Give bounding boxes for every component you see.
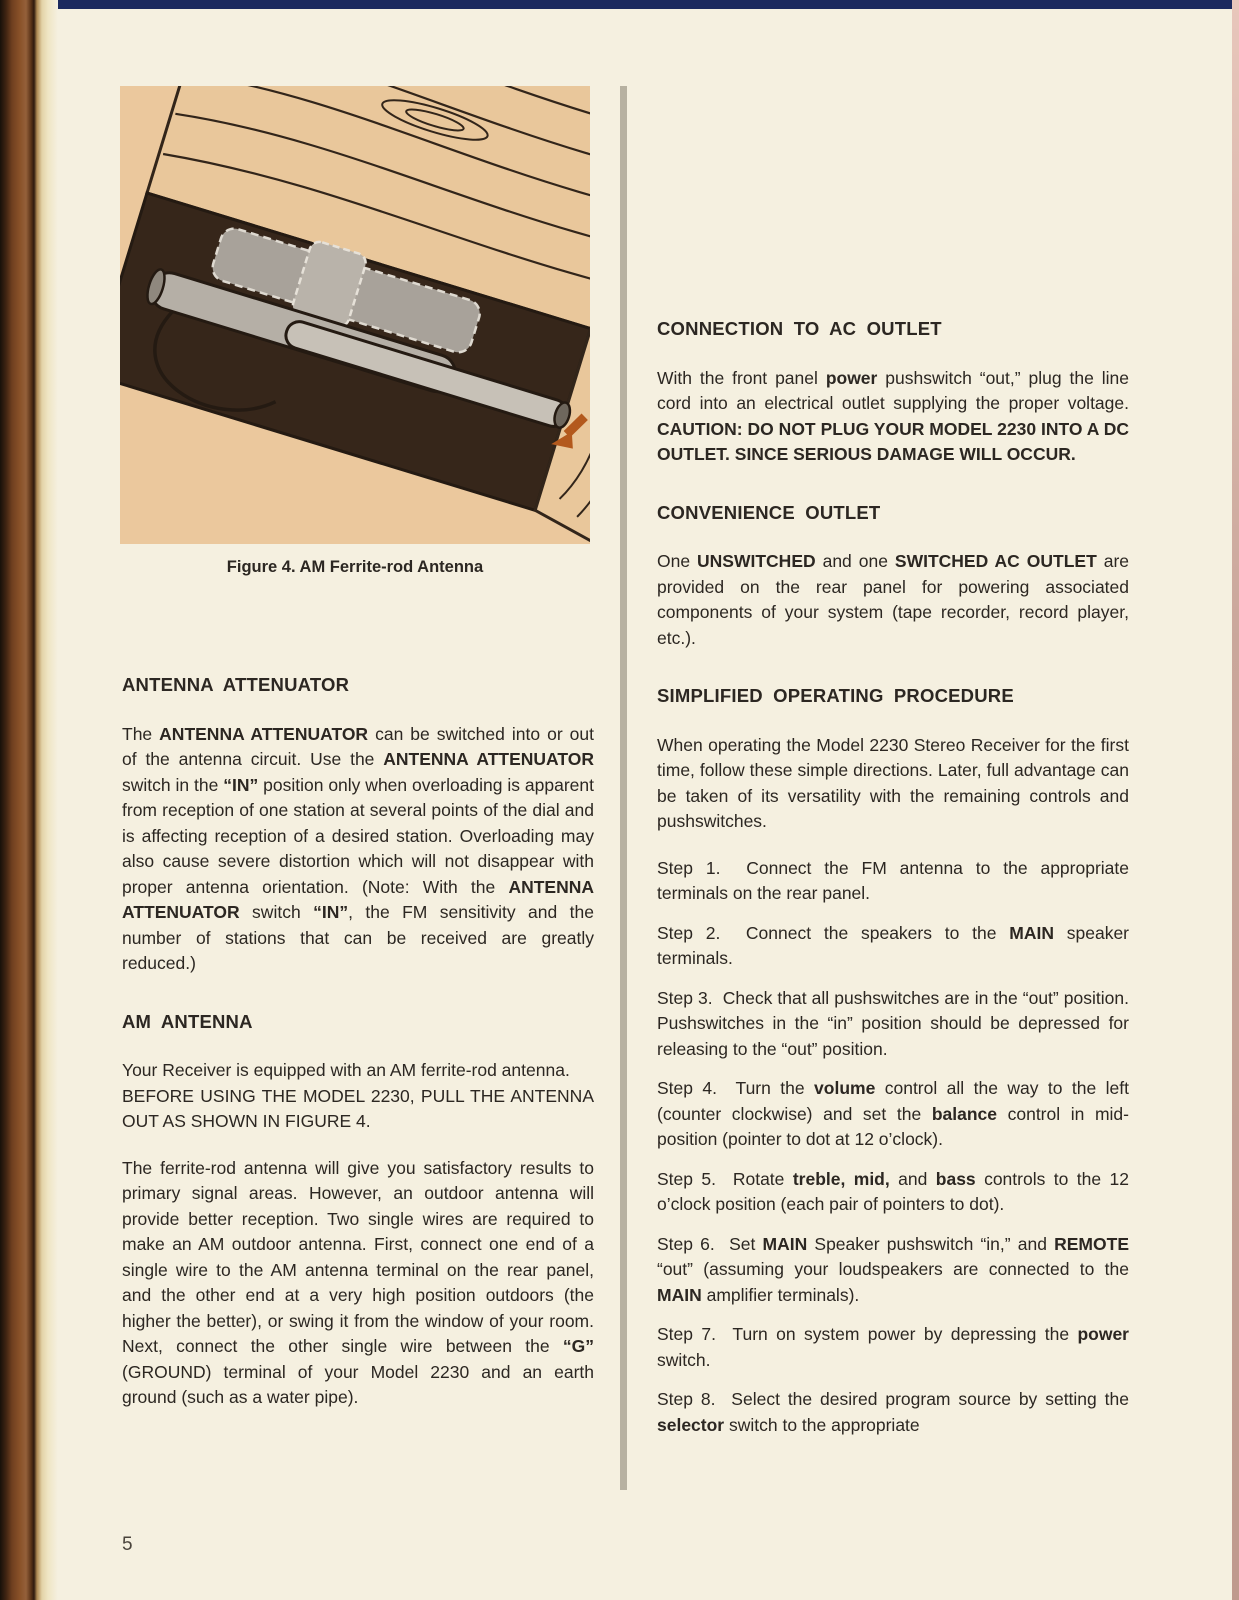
- convenience-outlet-paragraph: One UNSWITCHED and one SWITCHED AC OUTLET are provided on the rear panel for powering associated components of your system (tape recorder, record player, etc.).: [657, 551, 1130, 648]
- am-antenna-paragraph-1: Your Receiver is equipped with an AM ferrite-rod antenna. BEFORE USING THE MODEL 2230, PULL THE ANTENNA OUT AS SHOWN IN FIGURE 4.: [122, 1060, 594, 1131]
- antenna-figure-svg: [120, 86, 590, 544]
- figure-caption: Figure 4. AM Ferrite-rod Antenna: [226, 558, 484, 576]
- heading-simplified-operating-procedure: SIMPLIFIED OPERATING PROCEDURE: [657, 685, 1014, 706]
- page-number: 5: [122, 1534, 133, 1555]
- antenna-attenuator-paragraph: The ANTENNA ATTENUATOR can be switched into or out of the antenna circuit. Use the ANTENNA ATTENUATOR switch in the “IN” position only when overloading is apparent from reception of one station at several points of the dial and is affecting reception of a desired station. Overloading may also cause severe distortion which will not disappear with proper antenna orientation. (Note: With the ANTENNA ATTENUATOR switch “IN”, the FM sensitivity and the number of stations that can be received are greatly reduced.): [122, 723, 595, 973]
- heading-connection-to-ac-outlet: CONNECTION TO AC OUTLET: [657, 318, 942, 339]
- step-1: Step 1. Connect the FM antenna to the appropriate terminals on the rear panel.: [657, 857, 1129, 903]
- right-column: [657, 316, 1129, 1452]
- top-accent-bar: [58, 0, 1239, 9]
- operating-intro-paragraph: When operating the Model 2230 Stereo Receiver for the first time, follow these simple directions. Later, full advantage can be taken of its versatility with the remaining controls and pushswitches.: [657, 734, 1129, 831]
- column-divider: [620, 86, 627, 1490]
- ac-outlet-paragraph: With the front panel power pushswitch “out,” plug the line cord into an electrical outlet supplying the proper voltage. CAUTION: DO NOT PLUG YOUR MODEL 2230 INTO A DC OUTLET. SINCE SERIOUS DAMAGE WILL OCCUR.: [657, 367, 1129, 464]
- am-antenna-paragraph-2: The ferrite-rod antenna will give you satisfactory results to primary signal areas. However, an outdoor antenna will provide better reception. Two single wires are required to make an AM outdoor antenna. First, connect one end of a single wire to the AM antenna terminal on the rear panel, and the other end at a very high position outdoors (the higher the better), or swing it from the window of your room. Next, connect the other single wire between the “G” (GROUND) terminal of your Model 2230 and an earth ground (such as a water pipe).: [122, 1157, 594, 1407]
- heading-am-antenna: AM ANTENNA: [122, 1010, 253, 1032]
- heading-convenience-outlet: CONVENIENCE OUTLET: [657, 501, 881, 523]
- step-2: Step 2. Connect the speakers to the MAIN speaker terminals.: [657, 922, 1130, 968]
- step-5: Step 5. Rotate treble, mid, and bass controls to the 12 o’clock position (each pair of pointers to dot).: [657, 1168, 1129, 1214]
- step-4: Step 4. Turn the volume control all the way to the left (counter clockwise) and set the balance control in mid-position (pointer to dot at 12 o’clock).: [657, 1078, 1129, 1149]
- step-6: Step 6. Set MAIN Speaker pushswitch “in,” and REMOTE “out” (assuming your loudspeakers are connected to the MAIN amplifier terminals).: [657, 1233, 1129, 1305]
- figure-4-am-antenna-illustration: [120, 86, 590, 544]
- step-3: Step 3. Check that all pushswitches are in the “out” position. Pushswitches in the “in” position should be depressed for releasing to the “out” position.: [657, 987, 1129, 1059]
- heading-antenna-attenuator: ANTENNA ATTENUATOR: [122, 674, 350, 695]
- step-7: Step 7. Turn on system power by depressing the power switch.: [657, 1324, 1129, 1370]
- book-spine: [0, 0, 58, 1600]
- step-8: Step 8. Select the desired program source by setting the selector switch to the appropriate: [657, 1389, 1129, 1435]
- left-column: [122, 672, 594, 1432]
- page-right-edge: [1232, 0, 1239, 1600]
- steps-list: [657, 856, 1129, 1439]
